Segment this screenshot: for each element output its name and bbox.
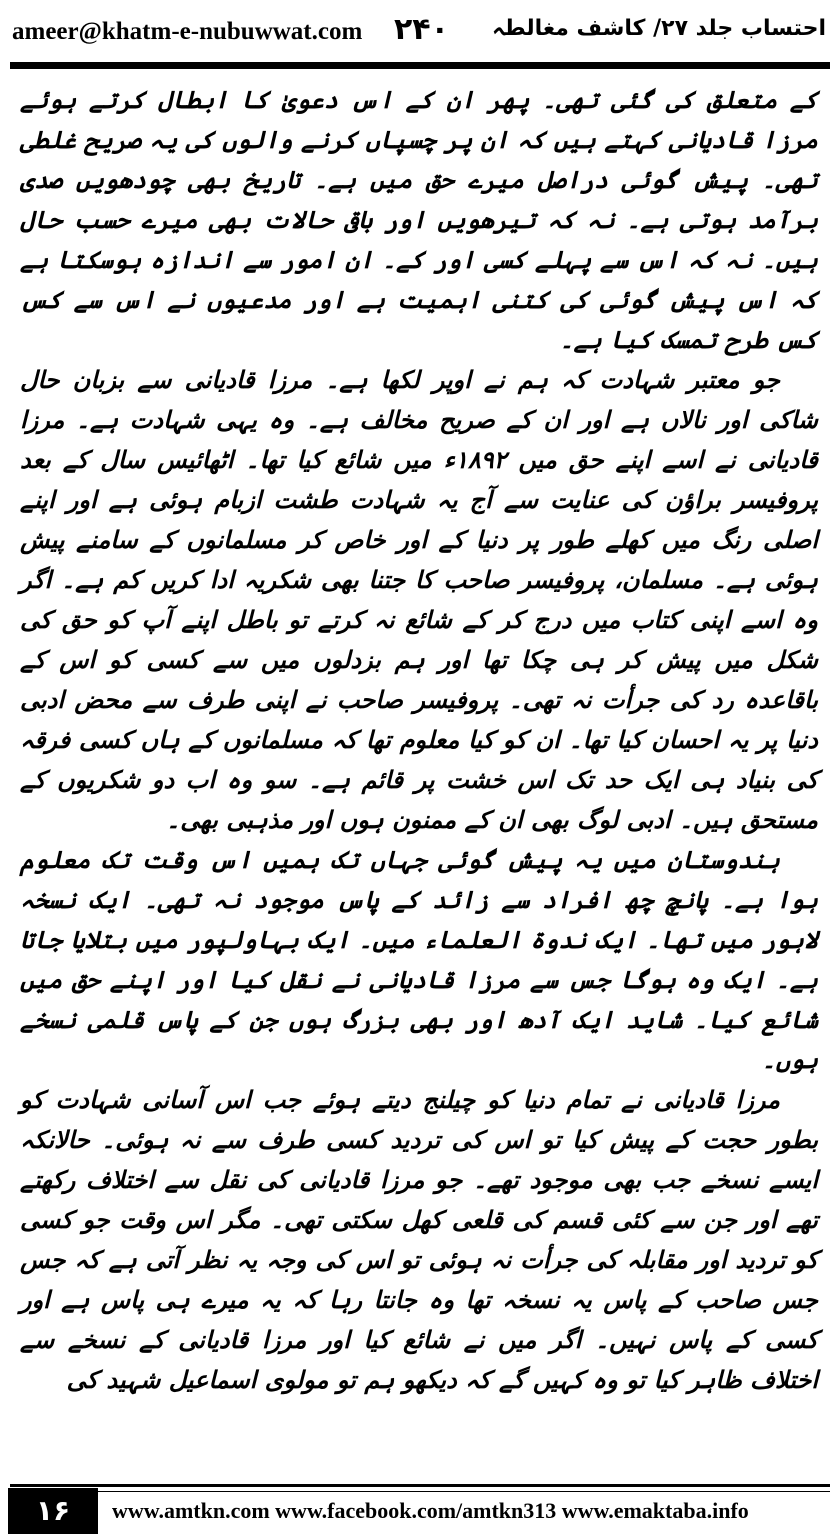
page-footer <box>0 1484 840 1540</box>
page-header <box>0 0 840 66</box>
paragraph-4: مرزا قادیانی نے تمام دنیا کو چیلنج دیتے ہوئے جب اس آسانی شہادت کو بطور حجت کے پیش کیا تو اس کی تردید کسی طرف سے نہ ہوئی۔ حالانکہ ایسے نسخے جب بھی موجود تھے۔ جو مرزا قادیانی کی نقل سے اختلاف رکھتے تھے اور جن سے کئی قسم کی قلعی کھل سکتی تھی۔ مگر اس وقت جو کسی کو تردید اور مقابلہ کی جرأت نہ ہوئی تو اس کی وجہ یہ نظر آتی ہے کہ جس جس صاحب کے پاس یہ نسخہ تھا وہ جانتا رہا کہ یہ میرے ہی پاس ہے اور کسی کے پاس نہیں۔ اگر میں نے شائع کیا اور مرزا قادیانی کے نسخے سے اختلاف ظاہر کیا تو وہ کہیں گے کہ دیکھو ہم تو مولوی اسماعیل شہید کی <box>20 1086 818 1394</box>
footer-rule <box>10 1484 830 1487</box>
header-email[interactable]: ameer@khatm-e-nubuwwat.com <box>12 18 363 45</box>
paragraph-2: جو معتبر شہادت کہ ہم نے اوپر لکھا ہے۔ مرزا قادیانی سے بزبان حال شاکی اور نالاں ہے اور ان کے صریح مخالف ہے۔ وہ یہی شہادت ہے۔ مرزا قادیانی نے اسے اپنے حق میں ۱۸۹۲ء میں شائع کیا تھا۔ اٹھائیس سال کے بعد پروفیسر براؤن کی عنایت سے آج یہ شہادت طشت ازبام ہوئی ہے اور اپنے اصلی رنگ میں کھلے طور پر دنیا کے اور خاص کر مسلمانوں کے سامنے پیش ہوئی ہے۔ مسلمان، پروفیسر صاحب کا جتنا بھی شکریہ ادا کریں کم ہے۔ اگر وہ اسے اپنی کتاب میں درج کر کے شائع نہ کرتے تو باطل اپنے آپ کو حق کی شکل میں پیش کر ہی چکا تھا اور ہم بزدلوں میں سے کسی کو اس کے باقاعدہ رد کی جرأت نہ تھی۔ پروفیسر صاحب نے اپنی طرف سے محض ادبی دنیا پر یہ احسان کیا تھا۔ ان کو کیا معلوم تھا کہ مسلمانوں کے ہاں کسی فرقہ کی بنیاد ہی ایک حد تک اس خشت پر قائم ہے۔ سو وہ اب دو شکریوں کے مستحق ہیں۔ ادبی لوگ بھی ان کے ممنون ہوں اور مذہبی بھی۔ <box>20 366 819 834</box>
header-rule <box>10 62 830 69</box>
page-body <box>20 80 818 1400</box>
footer-links[interactable]: www.amtkn.com www.facebook.com/amtkn313 www.emaktaba.info <box>112 1498 749 1523</box>
footer-rule-thin <box>10 1491 830 1492</box>
paragraph-1: کے متعلق کی گئی تھی۔ پھر ان کے اس دعویٰ کا ابطال کرتے ہوئے مرزا قادیانی کہتے ہیں کہ ان پر چسپاں کرنے والوں کی یہ صریح غلطی تھی۔ پیش گوئی دراصل میرے حق میں ہے۔ تاریخ بھی چودھویں صدی برآمد ہوتی ہے۔ نہ کہ تیرھویں اور باقی حالات بھی میرے حسب حال ہیں۔ نہ کہ اس سے پہلے کسی اور کے۔ ان امور سے اندازہ ہوسکتا ہے کہ اس پیش گوئی کی کتنی اہمیت ہے اور مدعیوں نے اس سے کس کس طرح تمسک کیا ہے۔ <box>20 86 818 354</box>
footer-page-badge: ۱۶ <box>8 1488 98 1534</box>
paragraph-3: ہندوستان میں یہ پیش گوئی جہاں تک ہمیں اس وقت تک معلوم ہوا ہے۔ پانچ چھ افراد سے زائد کے پاس موجود نہ تھی۔ ایک نسخہ لاہور میں تھا۔ ایک ندوۃ العلماء میں۔ ایک بہاولپور میں بتلایا جاتا ہے۔ ایک وہ ہوگا جس سے مرزا قادیانی نے نقل کیا اور اپنے حق میں شائع کیا۔ شاید ایک آدھ اور بھی بزرگ ہوں جن کے پاس قلمی نسخے ہوں۔ <box>20 846 818 1074</box>
header-page-number: ۲۴۰ <box>394 12 449 47</box>
header-book-title: احتساب جلد ۲۷/ کاشف مغالطہ <box>492 16 826 41</box>
